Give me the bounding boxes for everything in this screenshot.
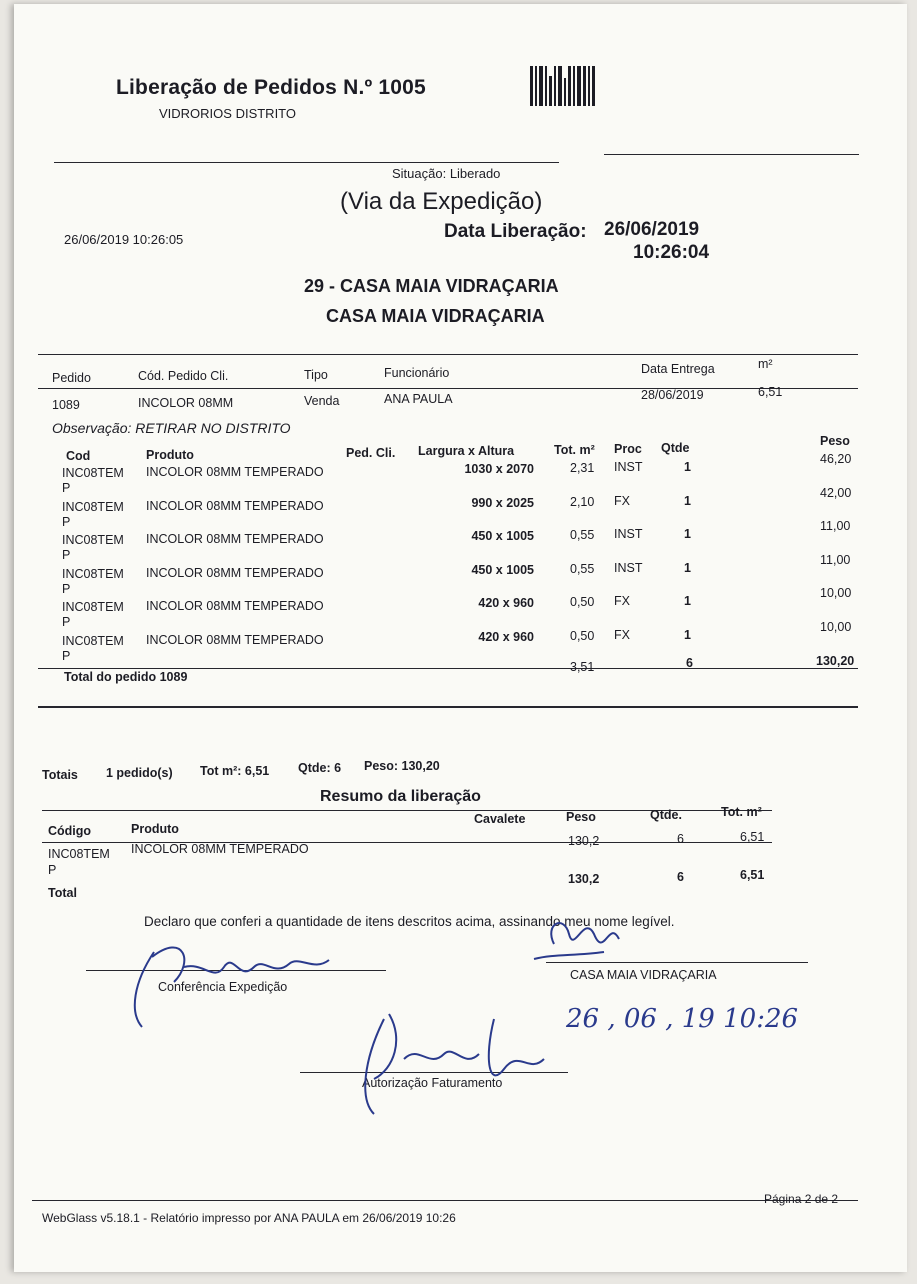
divider [54, 162, 559, 163]
divider [604, 154, 859, 155]
item-proc: FX [614, 627, 630, 642]
footer-page-number: Página 2 de 2 [764, 1192, 839, 1206]
item-qtde: 1 [684, 560, 691, 575]
item-cod-suffix: P [62, 581, 71, 596]
item-qtde: 1 [684, 594, 691, 608]
item-cod: INC08TEM [62, 633, 124, 648]
summary-peso: 130,2 [568, 834, 600, 848]
summary-col-cavalete: Cavalete [474, 812, 526, 826]
item-tot-m2: 0,50 [570, 628, 595, 643]
totals-pedidos: 1 pedido(s) [106, 766, 173, 780]
item-tot-m2: 2,10 [570, 494, 595, 509]
summary-qtde: 6 [677, 832, 684, 846]
printed-datetime: 26/06/2019 10:26:05 [64, 232, 184, 247]
item-proc: INST [614, 560, 643, 575]
col-funcionario: Funcionário [384, 366, 450, 380]
order-pedido: 1089 [52, 398, 80, 412]
order-m2: 6,51 [758, 385, 783, 399]
item-cod: INC08TEM [62, 466, 124, 480]
item-qtde: 1 [684, 493, 691, 508]
totals-m2: Tot m²: 6,51 [200, 764, 270, 778]
summary-col-peso: Peso [566, 810, 596, 824]
item-qtde: 1 [684, 627, 691, 642]
col-m2: m² [758, 357, 773, 371]
totals-label: Totais [42, 768, 78, 782]
declaration-text: Declaro que conferi a quantidade de itens descritos acima, assinando meu nome legível. [144, 914, 675, 929]
divider [38, 668, 858, 669]
order-cod-pedido-cli: INCOLOR 08MM [138, 396, 234, 410]
item-proc: FX [614, 594, 630, 608]
summary-produto: INCOLOR 08MM TEMPERADO [131, 842, 309, 856]
summary-total-tot-m2: 6,51 [740, 868, 765, 882]
item-proc: INST [614, 527, 643, 541]
item-dimensions: 450 x 1005 [471, 529, 534, 543]
client-line-2: CASA MAIA VIDRAÇARIA [326, 306, 545, 326]
items-col-proc: Proc [614, 442, 642, 456]
summary-col-tot-m2: Tot. m² [721, 805, 762, 819]
item-peso: 10,00 [820, 586, 852, 600]
handwritten-signature-icon [124, 922, 354, 1032]
summary-total-label: Total [48, 886, 77, 900]
item-tot-m2: 0,50 [570, 595, 595, 609]
via-label: (Via da Expedição) [340, 188, 543, 215]
order-total-peso: 130,20 [816, 654, 855, 668]
document-page [14, 4, 907, 1272]
item-qtde: 1 [684, 527, 691, 541]
summary-col-codigo: Código [48, 824, 92, 838]
item-proc: INST [614, 460, 643, 474]
signature-conferencia-label: Conferência Expedição [158, 980, 288, 994]
summary-title: Resumo da liberação [320, 788, 481, 805]
item-produto: INCOLOR 08MM TEMPERADO [146, 498, 324, 513]
item-produto: INCOLOR 08MM TEMPERADO [146, 632, 324, 647]
totals-qtde: Qtde: 6 [298, 761, 342, 775]
handwritten-signature-icon [344, 999, 574, 1119]
item-cod: INC08TEM [62, 600, 124, 614]
item-produto: INCOLOR 08MM TEMPERADO [146, 465, 324, 479]
col-cod-pedido-cli: Cód. Pedido Cli. [138, 369, 229, 383]
item-dimensions: 420 x 960 [478, 629, 534, 644]
client-line-1: 29 - CASA MAIA VIDRAÇARIA [304, 276, 559, 296]
item-peso: 11,00 [820, 519, 851, 533]
handwritten-signature-icon [514, 904, 644, 974]
document-title: Liberação de Pedidos N.º 1005 [116, 76, 426, 99]
summary-total-qtde: 6 [677, 870, 684, 884]
divider [38, 354, 858, 355]
item-cod-suffix: P [62, 648, 71, 663]
item-cod-suffix: P [62, 615, 71, 629]
item-cod: INC08TEM [62, 566, 124, 581]
item-dimensions: 450 x 1005 [471, 562, 534, 577]
item-dimensions: 990 x 2025 [471, 495, 534, 510]
order-data-entrega: 28/06/2019 [641, 388, 704, 402]
order-tipo: Venda [304, 394, 340, 408]
order-total-qtde: 6 [686, 656, 693, 670]
item-peso: 11,00 [820, 552, 851, 567]
item-peso: 42,00 [820, 485, 852, 500]
divider [32, 1200, 858, 1201]
items-col-largura-altura: Largura x Altura [418, 444, 515, 458]
situation-text: Situação: Liberado [392, 166, 501, 181]
item-dimensions: 1030 x 2070 [464, 462, 534, 476]
item-produto: INCOLOR 08MM TEMPERADO [146, 565, 324, 580]
item-cod: INC08TEM [62, 499, 124, 514]
item-cod-suffix: P [62, 548, 71, 562]
item-peso: 10,00 [820, 619, 852, 634]
item-peso: 46,20 [820, 452, 852, 466]
item-cod-suffix: P [62, 514, 71, 529]
divider [38, 706, 858, 708]
order-total-label: Total do pedido 1089 [64, 670, 188, 684]
observation: Observação: RETIRAR NO DISTRITO [52, 420, 291, 436]
items-col-peso: Peso [820, 434, 850, 448]
divider [38, 388, 858, 389]
items-col-tot-m2: Tot. m² [554, 443, 595, 457]
summary-col-produto: Produto [131, 822, 179, 836]
order-total-m2: 3,51 [570, 660, 595, 674]
order-funcionario: ANA PAULA [384, 392, 453, 406]
summary-col-qtde: Qtde. [650, 808, 682, 822]
col-data-entrega: Data Entrega [641, 362, 715, 376]
barcode-icon [530, 66, 595, 106]
release-label: Data Liberação: [444, 221, 587, 242]
item-cod-suffix: P [62, 481, 71, 495]
summary-codigo: INC08TEM [48, 847, 110, 861]
item-qtde: 1 [684, 460, 691, 474]
item-tot-m2: 2,31 [570, 461, 595, 475]
item-dimensions: 420 x 960 [478, 596, 534, 610]
items-col-produto: Produto [146, 448, 194, 462]
signature-autorizacao-label: Autorização Faturamento [362, 1076, 503, 1090]
col-pedido: Pedido [52, 371, 91, 385]
item-proc: FX [614, 493, 630, 508]
item-produto: INCOLOR 08MM TEMPERADO [146, 599, 324, 613]
item-tot-m2: 0,55 [570, 561, 595, 576]
items-col-cod: Cod [66, 449, 91, 463]
company-name: VIDRORIOS DISTRITO [159, 106, 296, 121]
signature-client-label: CASA MAIA VIDRAÇARIA [570, 968, 717, 982]
item-tot-m2: 0,55 [570, 528, 595, 542]
release-date: 26/06/2019 [604, 219, 700, 240]
summary-tot-m2: 6,51 [740, 830, 765, 844]
totals-peso: Peso: 130,20 [364, 759, 440, 773]
summary-total-peso: 130,2 [568, 872, 600, 886]
footer-left: WebGlass v5.18.1 - Relatório impresso por ANA PAULA em 26/06/2019 10:26 [42, 1211, 456, 1225]
release-time: 10:26:04 [633, 242, 710, 263]
col-tipo: Tipo [304, 368, 328, 382]
item-cod: INC08TEM [62, 533, 124, 547]
items-col-qtde: Qtde [661, 441, 690, 455]
item-produto: INCOLOR 08MM TEMPERADO [146, 532, 324, 546]
handwritten-date: 26 , 06 , 19 10:26 [566, 1004, 799, 1034]
summary-codigo-2: P [48, 863, 57, 877]
items-col-ped-cli: Ped. Cli. [346, 446, 396, 460]
